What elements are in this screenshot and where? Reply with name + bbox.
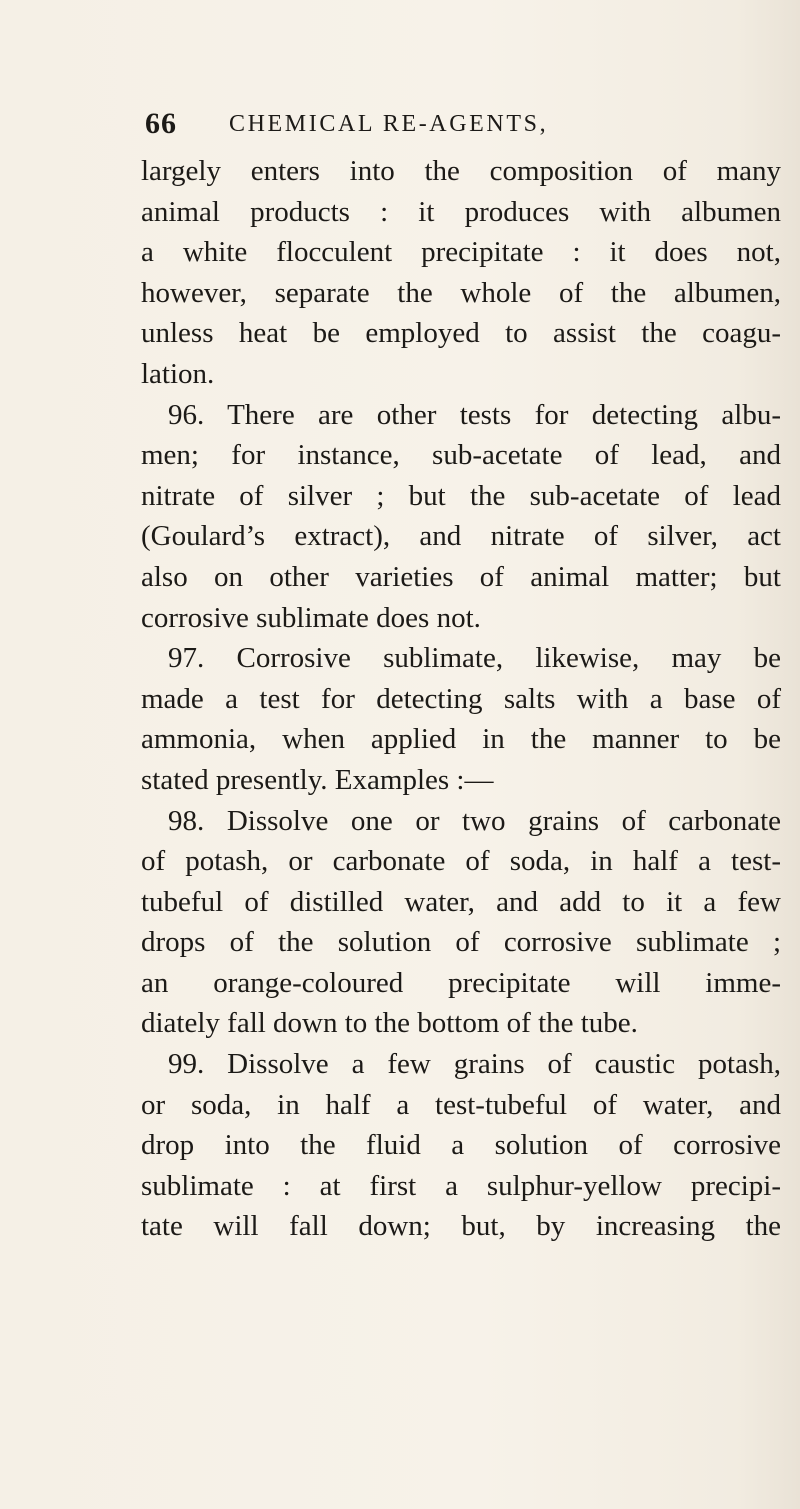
text-line: animal products : it produces with albumen [141,195,781,228]
text-line: also on other varieties of animal matter; but [141,560,781,593]
text-line: nitrate of silver ; but the sub-acetate of lead [141,479,781,512]
text-line: drop into the fluid a solution of corrosive [141,1129,781,1162]
text-line: tate will fall down; but, by increasing the [141,1210,781,1243]
text-line: an orange-coloured precipitate will imme- [141,966,781,999]
text-line: made a test for detecting salts with a base of [141,682,781,715]
page-number: 66 [145,107,177,140]
body-text [141,151,781,1247]
text-line: sublimate : at first a sulphur-yellow precipi- [141,1169,781,1202]
text-line: diately fall down to the bottom of the tube. [141,1007,638,1040]
text-line: drops of the solution of corrosive sublimate ; [141,926,781,959]
text-line: largely enters into the composition of many [141,155,781,187]
text-line: tubeful of distilled water, and add to it a few [141,885,781,918]
text-line: ammonia, when applied in the manner to be [141,723,781,756]
text-line: a white flocculent precipitate : it does not, [141,236,781,269]
text-line: corrosive sublimate does not. [141,601,481,634]
text-line: unless heat be employed to assist the coagu- [141,317,781,350]
text-line: stated presently. Examples :— [141,763,494,796]
paragraph-start-97: 97. Corrosive sublimate, likewise, may be [168,642,781,675]
running-head: CHEMICAL RE-AGENTS, [229,111,549,137]
page-header [0,107,800,147]
text-line: of potash, or carbonate of soda, in half a test- [141,845,781,878]
text-line: lation. [141,357,215,390]
paragraph-start-96: 96. There are other tests for detecting albu- [168,398,781,431]
text-line: (Goulard’s extract), and nitrate of silver, act [141,520,781,553]
text-line: men; for instance, sub-acetate of lead, and [141,439,781,472]
text-line: or soda, in half a test-tubeful of water, and [141,1088,781,1121]
paragraph-start-99: 99. Dissolve a few grains of caustic potash, [168,1048,781,1081]
paragraph-start-98: 98. Dissolve one or two grains of carbonate [168,804,781,837]
text-line: however, separate the whole of the albumen, [141,276,781,309]
